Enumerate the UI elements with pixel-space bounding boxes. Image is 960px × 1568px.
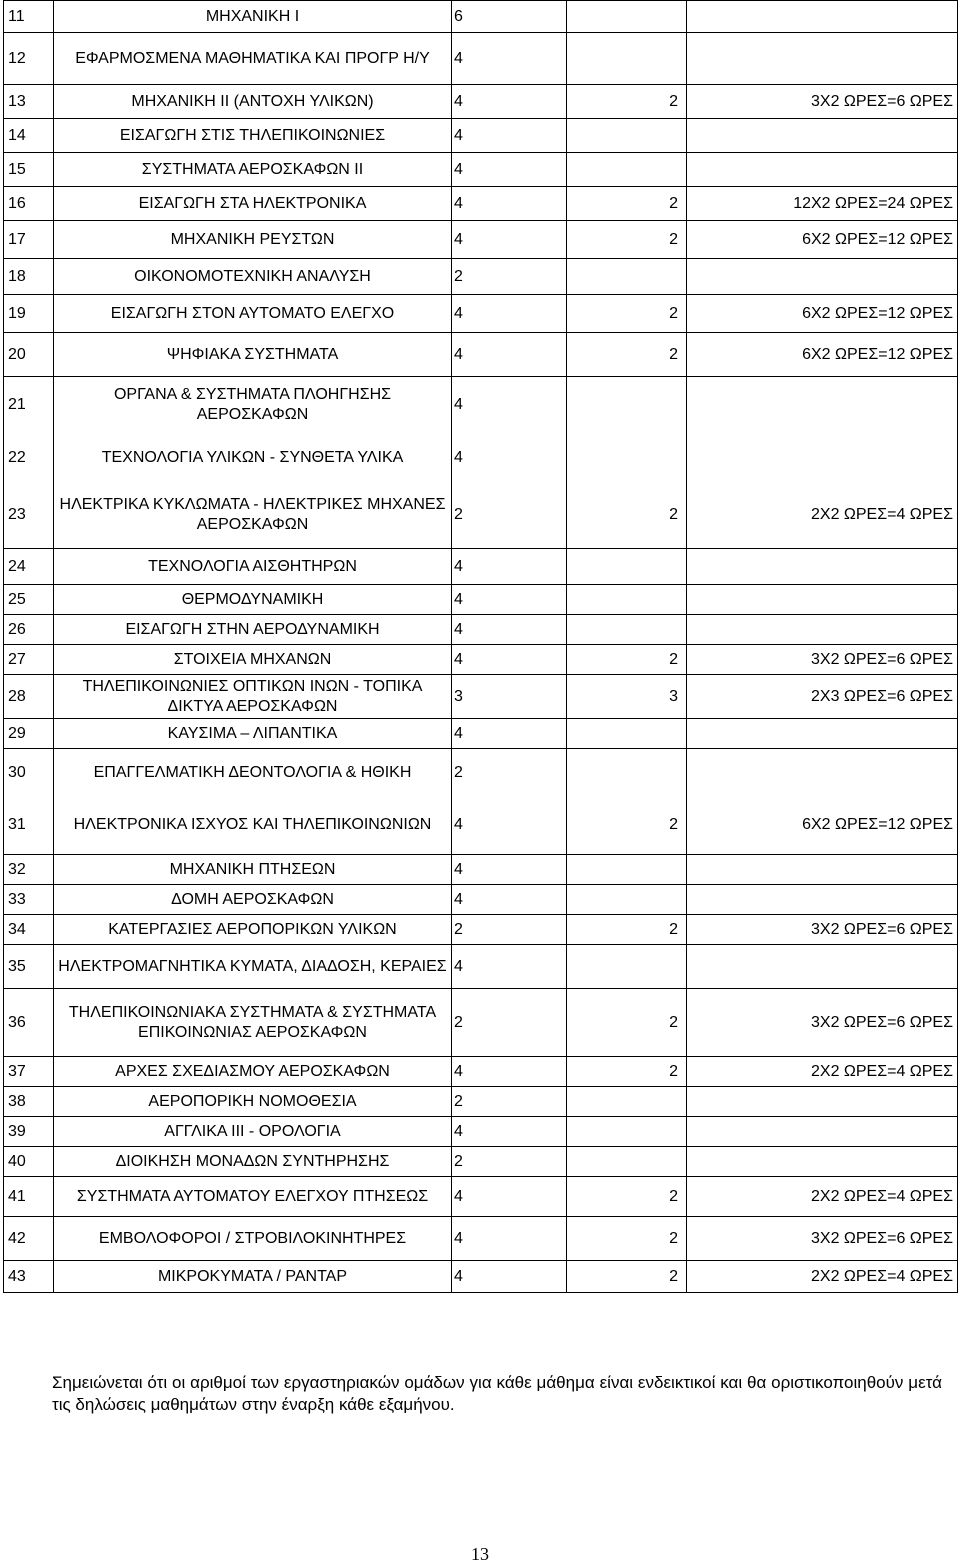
course-hours: 2 [452, 989, 567, 1057]
table-row [4, 377, 958, 433]
course-hours: 4 [452, 719, 567, 749]
course-title: ΤΕΧΝΟΛΟΓΙΑ ΑΙΣΘΗΤΗΡΩΝ [54, 549, 452, 585]
lab-groups: 2 [567, 187, 687, 221]
course-hours: 4 [452, 85, 567, 119]
lab-groups [567, 749, 687, 797]
row-number: 42 [4, 1217, 54, 1261]
course-title: ΟΙΚΟΝΟΜΟΤΕΧΝΙΚΗ ΑΝΑΛΥΣΗ [54, 259, 452, 295]
table-row [4, 585, 958, 615]
table-row [4, 85, 958, 119]
lab-groups: 2 [567, 1261, 687, 1293]
course-hours: 4 [452, 645, 567, 675]
lab-groups [567, 719, 687, 749]
lab-schedule [687, 1117, 958, 1147]
row-number: 39 [4, 1117, 54, 1147]
row-number: 12 [4, 33, 54, 85]
table-row [4, 797, 958, 855]
lab-schedule [687, 719, 958, 749]
course-title: ΑΕΡΟΠΟΡΙΚΗ ΝΟΜΟΘΕΣΙΑ [54, 1087, 452, 1117]
row-number: 20 [4, 333, 54, 377]
lab-schedule: 3Χ2 ΩΡΕΣ=6 ΩΡΕΣ [687, 85, 958, 119]
row-number: 22 [4, 433, 54, 483]
course-title: ΑΓΓΛΙΚΑ ΙΙΙ - ΟΡΟΛΟΓΙΑ [54, 1117, 452, 1147]
course-hours: 2 [452, 259, 567, 295]
course-hours: 4 [452, 885, 567, 915]
row-number: 41 [4, 1177, 54, 1217]
course-hours: 4 [452, 153, 567, 187]
course-title: ΜΗΧΑΝΙΚΗ ΙΙ (ΑΝΤΟΧΗ ΥΛΙΚΩΝ) [54, 85, 452, 119]
table-row [4, 675, 958, 719]
table-row [4, 221, 958, 259]
table-row [4, 855, 958, 885]
lab-schedule [687, 433, 958, 483]
lab-schedule: 6Χ2 ΩΡΕΣ=12 ΩΡΕΣ [687, 221, 958, 259]
table-row [4, 1117, 958, 1147]
course-title: ΨΗΦΙΑΚΑ ΣΥΣΤΗΜΑΤΑ [54, 333, 452, 377]
lab-groups [567, 615, 687, 645]
table-row [4, 153, 958, 187]
lab-schedule: 3Χ2 ΩΡΕΣ=6 ΩΡΕΣ [687, 645, 958, 675]
row-number: 25 [4, 585, 54, 615]
lab-schedule [687, 615, 958, 645]
table-row [4, 483, 958, 549]
row-number: 24 [4, 549, 54, 585]
table-row [4, 1, 958, 33]
lab-groups: 2 [567, 333, 687, 377]
course-title: ΟΡΓΑΝΑ & ΣΥΣΤΗΜΑΤΑ ΠΛΟΗΓΗΣΗΣ ΑΕΡΟΣΚΑΦΩΝ [54, 377, 452, 433]
course-table [3, 0, 958, 1293]
course-hours: 2 [452, 915, 567, 945]
course-title: ΗΛΕΚΤΡΟΜΑΓΝΗΤΙΚΑ ΚΥΜΑΤΑ, ΔΙΑΔΟΣΗ, ΚΕΡΑΙΕΣ [54, 945, 452, 989]
lab-groups: 2 [567, 85, 687, 119]
lab-schedule: 2Χ2 ΩΡΕΣ=4 ΩΡΕΣ [687, 483, 958, 549]
table-row [4, 645, 958, 675]
lab-groups [567, 1, 687, 33]
course-title: ΤΕΧΝΟΛΟΓΙΑ ΥΛΙΚΩΝ - ΣΥΝΘΕΤΑ ΥΛΙΚΑ [54, 433, 452, 483]
course-title: ΣΤΟΙΧΕΙΑ ΜΗΧΑΝΩΝ [54, 645, 452, 675]
course-hours: 4 [452, 945, 567, 989]
table-row [4, 719, 958, 749]
lab-schedule: 2Χ2 ΩΡΕΣ=4 ΩΡΕΣ [687, 1261, 958, 1293]
course-title: ΕΙΣΑΓΩΓΗ ΣΤΟΝ ΑΥΤΟΜΑΤΟ ΕΛΕΓΧΟ [54, 295, 452, 333]
row-number: 30 [4, 749, 54, 797]
lab-schedule [687, 1147, 958, 1177]
table-row [4, 549, 958, 585]
lab-groups [567, 433, 687, 483]
course-hours: 4 [452, 1177, 567, 1217]
course-hours: 4 [452, 615, 567, 645]
lab-schedule [687, 153, 958, 187]
lab-schedule [687, 1, 958, 33]
row-number: 21 [4, 377, 54, 433]
row-number: 16 [4, 187, 54, 221]
table-row [4, 187, 958, 221]
footnote: Σημειώνεται ότι οι αριθμοί των εργαστηριακών ομάδων για κάθε μάθημα είναι ενδεικτικοί και θα οριστικοποιηθούν μετά τις δηλώσεις μαθημάτων στην έναρξη κάθε εξαμήνου. [52, 1373, 942, 1414]
lab-groups [567, 1147, 687, 1177]
course-hours: 4 [452, 221, 567, 259]
lab-schedule [687, 119, 958, 153]
lab-groups [567, 119, 687, 153]
lab-groups [567, 1117, 687, 1147]
page-number: 13 [471, 1544, 489, 1564]
course-hours: 4 [452, 549, 567, 585]
lab-schedule [687, 549, 958, 585]
lab-schedule: 6Χ2 ΩΡΕΣ=12 ΩΡΕΣ [687, 333, 958, 377]
course-title: ΜΗΧΑΝΙΚΗ Ι [54, 1, 452, 33]
table-row [4, 1261, 958, 1293]
course-hours: 2 [452, 483, 567, 549]
lab-schedule: 3Χ2 ΩΡΕΣ=6 ΩΡΕΣ [687, 915, 958, 945]
course-hours: 4 [452, 333, 567, 377]
table-row [4, 1147, 958, 1177]
course-title: ΣΥΣΤΗΜΑΤΑ ΑΥΤΟΜΑΤΟΥ ΕΛΕΓΧΟΥ ΠΤΗΣΕΩΣ [54, 1177, 452, 1217]
course-hours: 4 [452, 1117, 567, 1147]
row-number: 33 [4, 885, 54, 915]
row-number: 34 [4, 915, 54, 945]
lab-schedule [687, 945, 958, 989]
row-number: 36 [4, 989, 54, 1057]
course-title: ΣΥΣΤΗΜΑΤΑ ΑΕΡΟΣΚΑΦΩΝ ΙΙ [54, 153, 452, 187]
row-number: 40 [4, 1147, 54, 1177]
table-row [4, 259, 958, 295]
table-row [4, 749, 958, 797]
lab-schedule: 3Χ2 ΩΡΕΣ=6 ΩΡΕΣ [687, 1217, 958, 1261]
course-title: ΔΟΜΗ ΑΕΡΟΣΚΑΦΩΝ [54, 885, 452, 915]
row-number: 38 [4, 1087, 54, 1117]
row-number: 23 [4, 483, 54, 549]
row-number: 26 [4, 615, 54, 645]
lab-groups: 2 [567, 1177, 687, 1217]
course-title: ΗΛΕΚΤΡΙΚΑ ΚΥΚΛΩΜΑΤΑ - ΗΛΕΚΤΡΙΚΕΣ ΜΗΧΑΝΕΣ ΑΕΡΟΣΚΑΦΩΝ [54, 483, 452, 549]
table-row [4, 885, 958, 915]
course-hours: 4 [452, 1261, 567, 1293]
lab-groups: 2 [567, 645, 687, 675]
course-title: ΚΑΤΕΡΓΑΣΙΕΣ ΑΕΡΟΠΟΡΙΚΩΝ ΥΛΙΚΩΝ [54, 915, 452, 945]
table-row [4, 1177, 958, 1217]
course-hours: 4 [452, 187, 567, 221]
lab-groups [567, 549, 687, 585]
lab-schedule [687, 855, 958, 885]
lab-schedule [687, 749, 958, 797]
lab-groups [567, 885, 687, 915]
course-hours: 4 [452, 119, 567, 153]
row-number: 19 [4, 295, 54, 333]
course-table-body [4, 1, 958, 1293]
table-row [4, 1087, 958, 1117]
lab-groups [567, 855, 687, 885]
row-number: 27 [4, 645, 54, 675]
lab-schedule [687, 377, 958, 433]
lab-schedule [687, 1087, 958, 1117]
lab-groups [567, 377, 687, 433]
course-hours: 2 [452, 749, 567, 797]
course-hours: 3 [452, 675, 567, 719]
lab-schedule: 2Χ2 ΩΡΕΣ=4 ΩΡΕΣ [687, 1057, 958, 1087]
table-row [4, 945, 958, 989]
row-number: 18 [4, 259, 54, 295]
lab-groups [567, 259, 687, 295]
lab-schedule: 2Χ3 ΩΡΕΣ=6 ΩΡΕΣ [687, 675, 958, 719]
lab-groups [567, 33, 687, 85]
lab-groups: 2 [567, 295, 687, 333]
row-number: 14 [4, 119, 54, 153]
lab-schedule: 12Χ2 ΩΡΕΣ=24 ΩΡΕΣ [687, 187, 958, 221]
course-hours: 4 [452, 585, 567, 615]
course-hours: 4 [452, 1057, 567, 1087]
lab-groups [567, 153, 687, 187]
lab-groups [567, 585, 687, 615]
course-title: ΔΙΟΙΚΗΣΗ ΜΟΝΑΔΩΝ ΣΥΝΤΗΡΗΣΗΣ [54, 1147, 452, 1177]
row-number: 29 [4, 719, 54, 749]
lab-groups: 2 [567, 221, 687, 259]
lab-schedule [687, 259, 958, 295]
lab-schedule [687, 885, 958, 915]
lab-groups: 2 [567, 797, 687, 855]
course-hours: 6 [452, 1, 567, 33]
course-title: ΕΙΣΑΓΩΓΗ ΣΤΑ ΗΛΕΚΤΡΟΝΙΚΑ [54, 187, 452, 221]
course-title: ΕΠΑΓΓΕΛΜΑΤΙΚΗ ΔΕΟΝΤΟΛΟΓΙΑ & ΗΘΙΚΗ [54, 749, 452, 797]
row-number: 43 [4, 1261, 54, 1293]
lab-schedule: 2Χ2 ΩΡΕΣ=4 ΩΡΕΣ [687, 1177, 958, 1217]
course-hours: 4 [452, 797, 567, 855]
course-title: ΘΕΡΜΟΔΥΝΑΜΙΚΗ [54, 585, 452, 615]
lab-groups: 2 [567, 1217, 687, 1261]
lab-groups [567, 945, 687, 989]
course-title: ΜΗΧΑΝΙΚΗ ΡΕΥΣΤΩΝ [54, 221, 452, 259]
lab-groups: 2 [567, 915, 687, 945]
lab-schedule: 6Χ2 ΩΡΕΣ=12 ΩΡΕΣ [687, 797, 958, 855]
table-row [4, 615, 958, 645]
row-number: 15 [4, 153, 54, 187]
lab-schedule: 3Χ2 ΩΡΕΣ=6 ΩΡΕΣ [687, 989, 958, 1057]
course-title: ΕΙΣΑΓΩΓΗ ΣΤΗΝ ΑΕΡΟΔΥΝΑΜΙΚΗ [54, 615, 452, 645]
table-row [4, 989, 958, 1057]
course-title: ΜΗΧΑΝΙΚΗ ΠΤΗΣΕΩΝ [54, 855, 452, 885]
lab-schedule [687, 33, 958, 85]
row-number: 31 [4, 797, 54, 855]
course-hours: 4 [452, 33, 567, 85]
course-title: ΜΙΚΡΟΚΥΜΑΤΑ / ΡΑΝΤΑΡ [54, 1261, 452, 1293]
lab-schedule: 6Χ2 ΩΡΕΣ=12 ΩΡΕΣ [687, 295, 958, 333]
lab-groups: 3 [567, 675, 687, 719]
table-row [4, 1057, 958, 1087]
row-number: 28 [4, 675, 54, 719]
row-number: 37 [4, 1057, 54, 1087]
course-hours: 2 [452, 1087, 567, 1117]
course-hours: 4 [452, 433, 567, 483]
course-title: ΚΑΥΣΙΜΑ – ΛΙΠΑΝΤΙΚΑ [54, 719, 452, 749]
course-title: ΑΡΧΕΣ ΣΧΕΔΙΑΣΜΟΥ ΑΕΡΟΣΚΑΦΩΝ [54, 1057, 452, 1087]
table-row [4, 1217, 958, 1261]
course-title: ΕΙΣΑΓΩΓΗ ΣΤΙΣ ΤΗΛΕΠΙΚΟΙΝΩΝΙΕΣ [54, 119, 452, 153]
row-number: 32 [4, 855, 54, 885]
course-hours: 4 [452, 855, 567, 885]
course-hours: 4 [452, 1217, 567, 1261]
lab-groups: 2 [567, 1057, 687, 1087]
course-title: ΤΗΛΕΠΙΚΟΙΝΩΝΙΑΚΑ ΣΥΣΤΗΜΑΤΑ & ΣΥΣΤΗΜΑΤΑ ΕΠΙΚΟΙΝΩΝΙΑΣ ΑΕΡΟΣΚΑΦΩΝ [54, 989, 452, 1057]
table-row [4, 33, 958, 85]
course-title: ΤΗΛΕΠΙΚΟΙΝΩΝΙΕΣ ΟΠΤΙΚΩΝ ΙΝΩΝ - ΤΟΠΙΚΑ ΔΙΚΤΥΑ ΑΕΡΟΣΚΑΦΩΝ [54, 675, 452, 719]
course-title: ΕΜΒΟΛΟΦΟΡΟΙ / ΣΤΡΟΒΙΛΟΚΙΝΗΤΗΡΕΣ [54, 1217, 452, 1261]
lab-groups: 2 [567, 483, 687, 549]
row-number: 35 [4, 945, 54, 989]
course-hours: 2 [452, 1147, 567, 1177]
course-title: ΕΦΑΡΜΟΣΜΕΝΑ ΜΑΘΗΜΑΤΙΚΑ ΚΑΙ ΠΡΟΓΡ Η/Υ [54, 33, 452, 85]
table-row [4, 433, 958, 483]
course-title: ΗΛΕΚΤΡΟΝΙΚΑ ΙΣΧΥΟΣ ΚΑΙ ΤΗΛΕΠΙΚΟΙΝΩΝΙΩΝ [54, 797, 452, 855]
table-row [4, 119, 958, 153]
lab-schedule [687, 585, 958, 615]
table-row [4, 333, 958, 377]
course-hours: 4 [452, 377, 567, 433]
lab-groups: 2 [567, 989, 687, 1057]
table-row [4, 915, 958, 945]
row-number: 13 [4, 85, 54, 119]
row-number: 11 [4, 1, 54, 33]
course-hours: 4 [452, 295, 567, 333]
row-number: 17 [4, 221, 54, 259]
lab-groups [567, 1087, 687, 1117]
table-row [4, 295, 958, 333]
